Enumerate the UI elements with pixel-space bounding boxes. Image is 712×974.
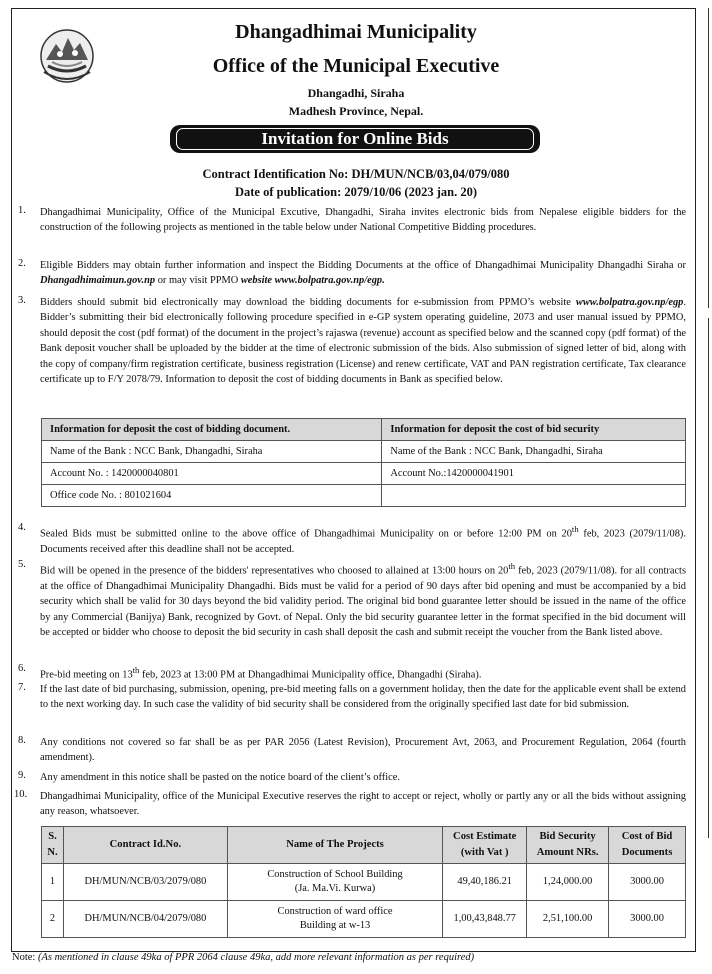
clause-number: 7. — [18, 682, 26, 693]
table-row — [42, 441, 686, 463]
invitation-banner — [170, 125, 540, 153]
contract-identification: Contract Identification No: DH/MUN/NCB/03,04/079/080 — [202, 167, 510, 181]
clause-text: Dhangadhimai Municipality, office of the Municipal Executive reserves the right to accept or reject, wholly or partly any or all the bids without assigning any reason, whatsoever. — [40, 791, 686, 818]
ppmo-website-link[interactable]: website www.bolpatra.gov.np/egp. — [240, 275, 385, 287]
clause-9 — [40, 770, 686, 785]
table-header: Name of The Projects — [227, 827, 442, 864]
clause-2 — [40, 258, 686, 289]
table-header: Cost of Bid Documents — [609, 827, 686, 864]
document-cost: 3000.00 — [609, 864, 686, 901]
project-name: Construction of School Building (Ja. Ma.Vi. Kurwa) — [227, 864, 442, 901]
table-cell: Office code No. : 801021604 — [42, 485, 382, 507]
contract-id: DH/MUN/NCB/04/2079/080 — [63, 901, 227, 938]
serial-number: 1 — [42, 864, 64, 901]
org-title: Dhangadhimai Municipality — [235, 21, 477, 43]
projects-table — [41, 826, 686, 938]
table-header: S. N. — [42, 827, 64, 864]
clause-number: 5. — [18, 559, 26, 570]
footer-note — [12, 952, 474, 963]
banner-title: Invitation for Online Bids — [176, 128, 534, 150]
clause-text: . Bidder’s submitting their bid electronically following procedure specified in e-GP system operating guideline, 2073 and user manual issued by PPMO, should deposit the cost (pdf format) of the document in the project’s rajaswa (revenue) account as specified below and the scanned copy (pdf format) of the Bank deposit voucher shall be uploaded by the bidder at the time of electronic submission of the bids. Also submission of signed letter of bid, along with the copy of company/firm registration certificate, business registration (License) and renew certificate, VAT and PAN registration certificate, Tax clearance certificate up to F/Y 2078/79. Information to deposit the cost of bidding documents in Bank as specified below. — [40, 297, 687, 386]
serial-number: 2 — [42, 901, 64, 938]
ordinal-suffix: th — [508, 561, 516, 571]
table-header: Bid Security Amount NRs. — [527, 827, 609, 864]
contract-id: DH/MUN/NCB/03/2079/080 — [63, 864, 227, 901]
clause-number: 10. — [14, 789, 28, 800]
clause-text: feb, 2023 at 13:00 PM at Dhangadhimai Municipality office, Dhangadhi (Siraha). — [139, 669, 482, 681]
table-row — [42, 901, 686, 938]
clause-text: feb, 2023 (2079/11/08). Documents received after this deadline shall not be accepted. — [40, 528, 686, 555]
table-header: Information for deposit the cost of bidding document. — [42, 419, 382, 441]
project-name: Construction of ward office Building at w-13 — [227, 901, 442, 938]
clause-text: Any amendment in this notice shall be pasted on the notice board of the client’s office. — [40, 772, 400, 783]
office-title: Office of the Municipal Executive — [212, 55, 500, 77]
cost-estimate: 49,40,186.21 — [443, 864, 527, 901]
clause-number: 9. — [18, 770, 26, 781]
clause-text: Pre-bid meeting on 13 — [40, 669, 133, 681]
clause-6 — [40, 663, 686, 683]
cost-estimate: 1,00,43,848.77 — [443, 901, 527, 938]
document-cost: 3000.00 — [609, 901, 686, 938]
clause-text: If the last date of bid purchasing, submission, opening, pre-bid meeting falls on a government holiday, then the date for the applicable event shall be extend to the next working day. In such case the validity of bid security shall be considered from the originally specified last date for bid submission. — [40, 684, 686, 711]
deposit-info-table — [41, 418, 686, 507]
table-header: Cost Estimate (with Vat ) — [443, 827, 527, 864]
province-line: Madhesh Province, Nepal. — [288, 104, 424, 118]
clause-text: Bidders should submit bid electronically may download the bidding documents for e-submission from PPMO’s website — [40, 297, 576, 308]
clause-text: feb, 2023 (2079/11/08). for all contracts at the office of Dhangadhimai Municipality Dhangadhi. Bids must be valid for a period of 90 days after bid opening and must be accompanied by a bid security which shall be valid for 30 days beyond the bid validity period. The original bid bond guarantee letter should be issued in the name of the office by any Commercial (Banijya) Bank, recognized by Govt. of Nepal. Only the bid security guarantee letter in the format specified in the bid document will be accepted or bidder who choose to deposit the bid security in cash shall deposit the cash and submit receipt the voucher from the Bank listed above. — [40, 565, 686, 639]
ordinal-suffix: th — [571, 524, 579, 534]
clause-number: 6. — [18, 663, 26, 674]
clause-number: 3. — [18, 295, 26, 306]
ordinal-suffix: th — [132, 665, 140, 675]
clause-number: 8. — [18, 735, 26, 746]
table-cell: Account No.:1420000041901 — [382, 463, 686, 485]
bid-security: 2,51,100.00 — [527, 901, 609, 938]
clause-text: Any conditions not covered so far shall be as per PAR 2056 (Latest Revision), Procurement Avt, 2063, and Procurement Regulation, 2064 (fourth amendment). — [40, 737, 686, 764]
table-cell: Name of the Bank : NCC Bank, Dhangadhi, Siraha — [42, 441, 382, 463]
clause-number: 2. — [18, 258, 26, 269]
table-row — [42, 485, 686, 507]
bolpatra-link[interactable]: www.bolpatra.gov.np/egp — [575, 297, 684, 308]
clause-text: Dhangadhimai Municipality, Office of the Municipal Excutive, Dhangadhi, Siraha invites electronic bids from Nepalese eligible bidders for the construction of the following projects as mentioned in the table below under National Competitive Bidding procedures. — [40, 207, 686, 234]
table-cell: Name of the Bank : NCC Bank, Dhangadhi, Siraha — [382, 441, 686, 463]
clause-4 — [40, 522, 686, 557]
clause-3 — [40, 295, 686, 387]
publication-date: Date of publication: 2079/10/06 (2023 jan. 20) — [234, 185, 477, 199]
table-cell — [382, 485, 686, 507]
clause-10 — [40, 789, 686, 820]
note-text: (As mentioned in clause 49ka of PPR 2064 clause 49ka, add more relevant information as per required) — [37, 952, 475, 963]
clause-number: 4. — [18, 522, 26, 533]
clause-5 — [40, 559, 686, 641]
city-line: Dhangadhi, Siraha — [307, 86, 405, 100]
clause-number: 1. — [18, 205, 26, 216]
municipality-website-link[interactable]: Dhangadhimaimun.gov.np — [40, 275, 156, 287]
clause-text: Bid will be opened in the presence of the bidders' representatives who choosed to allained at 13:00 hours on 20 — [40, 565, 509, 577]
clause-1 — [40, 205, 686, 236]
note-label: Note: — [12, 952, 38, 963]
clause-text: Eligible Bidders may obtain further information and inspect the Bidding Documents at the office of Dhangadhimai Municipality Dhangadhi Siraha or — [40, 260, 686, 271]
bid-security: 1,24,000.00 — [527, 864, 609, 901]
table-row — [42, 864, 686, 901]
table-row — [42, 463, 686, 485]
clause-text: or may visit PPMO — [155, 275, 241, 287]
table-cell: Account No. : 1420000040801 — [42, 463, 382, 485]
scan-edge-line — [708, 8, 709, 308]
table-header: Information for deposit the cost of bid security — [382, 419, 686, 441]
scan-edge-line — [708, 318, 709, 838]
clause-7 — [40, 682, 686, 713]
table-header: Contract Id.No. — [63, 827, 227, 864]
clause-text: Sealed Bids must be submitted online to the above office of Dhangadhimai Municipality on or before 12:00 PM on 20 — [40, 528, 572, 540]
clause-8 — [40, 735, 686, 766]
